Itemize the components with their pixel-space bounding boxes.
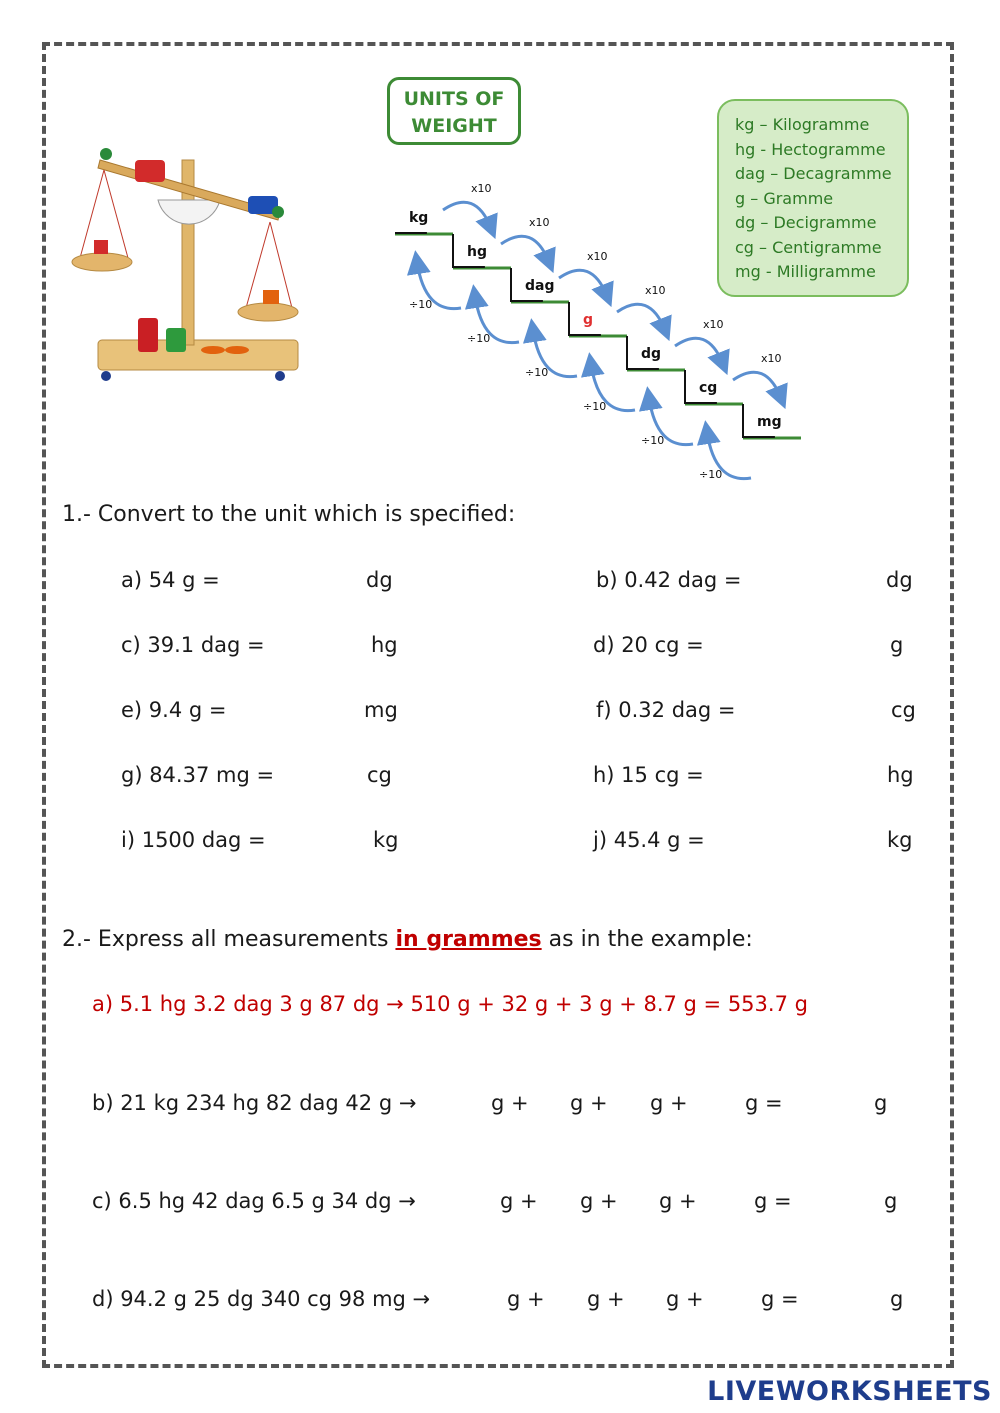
multiply-label: x10 xyxy=(761,352,782,365)
q1-item-j: j) 45.4 g = xyxy=(593,828,705,852)
divide-label: ÷10 xyxy=(641,434,665,447)
multiply-arrow-icon xyxy=(617,304,665,330)
q2-part: g = xyxy=(754,1189,792,1213)
divide-label: ÷10 xyxy=(409,298,433,311)
multiply-arrow-icon xyxy=(559,270,607,296)
divide-label: ÷10 xyxy=(699,468,723,481)
q2-expr: b) 21 kg 234 hg 82 dag 42 g → xyxy=(92,1091,417,1115)
unit-staircase-diagram xyxy=(385,160,805,490)
q2-part: g + xyxy=(580,1189,618,1213)
legend-item: cg – Centigramme xyxy=(735,237,882,257)
q2-part: g xyxy=(890,1287,904,1311)
divide-label: ÷10 xyxy=(467,332,491,345)
stair-unit-label: dag xyxy=(525,278,555,294)
stair-unit-label: mg xyxy=(757,414,782,430)
q2-part: g + xyxy=(587,1287,625,1311)
q2-expr: d) 94.2 g 25 dg 340 cg 98 mg → xyxy=(92,1287,431,1311)
q1-unit-i: kg xyxy=(373,828,399,852)
multiply-label: x10 xyxy=(471,182,492,195)
legend-item: dg – Decigramme xyxy=(735,213,877,232)
legend-item: dag – Decagramme xyxy=(735,164,892,183)
multiply-arrow-icon xyxy=(675,338,723,364)
legend-item: mg - Milligramme xyxy=(735,262,876,281)
q2-heading-before: 2.- Express all measurements xyxy=(62,927,396,952)
question-1-heading: 1.- Convert to the unit which is specified: xyxy=(62,502,516,527)
q2-heading-emphasis: in grammes xyxy=(395,927,542,952)
q2-part: g xyxy=(884,1189,898,1213)
q1-item-f: f) 0.32 dag = xyxy=(596,698,736,722)
legend-item: g – Gramme xyxy=(735,188,834,208)
q2-expr: c) 6.5 hg 42 dag 6.5 g 34 dg → xyxy=(92,1189,416,1213)
divide-label: ÷10 xyxy=(583,400,607,413)
q1-item-i: i) 1500 dag = xyxy=(121,828,266,852)
q1-item-c: c) 39.1 dag = xyxy=(121,633,265,657)
stair-unit-label: hg xyxy=(467,244,487,260)
divide-label: ÷10 xyxy=(525,366,549,379)
stair-unit-label: kg xyxy=(409,210,429,226)
question-2-heading xyxy=(62,927,753,952)
q1-unit-c: hg xyxy=(371,633,398,657)
q2-part: g + xyxy=(570,1091,608,1115)
title-line-1: UNITS OF xyxy=(403,88,505,110)
q2-part: g + xyxy=(491,1091,529,1115)
legend-item: kg – Kilogramme xyxy=(735,115,870,134)
q1-unit-j: kg xyxy=(887,828,913,852)
stair-unit-label: dg xyxy=(641,346,662,362)
multiply-arrow-icon xyxy=(443,202,491,228)
q1-unit-h: hg xyxy=(887,763,914,787)
q1-item-e: e) 9.4 g = xyxy=(121,698,227,722)
q2-example: a) 5.1 hg 3.2 dag 3 g 87 dg → 510 g + 32 g + 3 g + 8.7 g = 553.7 g xyxy=(92,992,808,1016)
q1-item-d: d) 20 cg = xyxy=(593,633,704,657)
q1-unit-d: g xyxy=(890,633,904,657)
stair-unit-label: g xyxy=(583,312,594,328)
title-units-of-weight xyxy=(387,77,521,145)
q2-part: g + xyxy=(500,1189,538,1213)
q1-item-g: g) 84.37 mg = xyxy=(121,763,275,787)
q1-unit-e: mg xyxy=(364,698,398,722)
q2-part: g + xyxy=(659,1189,697,1213)
q1-unit-g: cg xyxy=(367,763,392,787)
q2-heading-after: as in the example: xyxy=(541,927,753,952)
q2-part: g = xyxy=(745,1091,783,1115)
q2-part: g + xyxy=(666,1287,704,1311)
multiply-label: x10 xyxy=(587,250,608,263)
multiply-arrow-icon xyxy=(733,372,781,398)
q2-part: g + xyxy=(650,1091,688,1115)
q2-part: g = xyxy=(761,1287,799,1311)
q1-item-a: a) 54 g = xyxy=(121,568,220,592)
multiply-arrow-icon xyxy=(501,236,549,262)
liveworksheets-brand: LIVEWORKSHEETS xyxy=(707,1376,992,1407)
q1-unit-b: dg xyxy=(886,568,913,592)
q2-part: g xyxy=(874,1091,888,1115)
q1-unit-f: cg xyxy=(891,698,916,722)
multiply-label: x10 xyxy=(529,216,550,229)
legend-item: hg - Hectogramme xyxy=(735,139,886,159)
q1-unit-a: dg xyxy=(366,568,393,592)
q1-item-b: b) 0.42 dag = xyxy=(596,568,742,592)
balance-scale-illustration xyxy=(70,140,310,390)
stair-unit-label: cg xyxy=(699,380,718,396)
liveworksheets-logo xyxy=(707,1376,992,1407)
q2-part: g + xyxy=(507,1287,545,1311)
title-line-2: WEIGHT xyxy=(411,115,497,137)
multiply-label: x10 xyxy=(703,318,724,331)
q1-item-h: h) 15 cg = xyxy=(593,763,704,787)
multiply-label: x10 xyxy=(645,284,666,297)
